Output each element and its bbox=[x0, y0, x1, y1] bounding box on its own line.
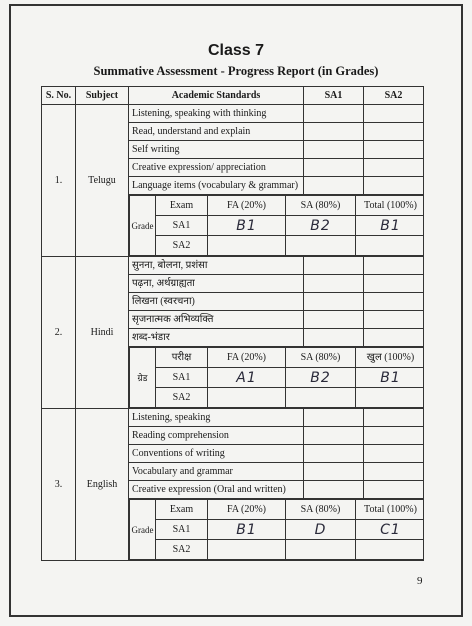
academic-standard: Conventions of writing bbox=[129, 445, 304, 463]
sa1-cell bbox=[304, 481, 364, 499]
grade-row bbox=[130, 216, 424, 236]
sa1-cell bbox=[304, 311, 364, 329]
sa2-cell bbox=[364, 445, 424, 463]
table-header-row bbox=[42, 87, 424, 105]
handwritten-sa-grade bbox=[286, 388, 356, 408]
sa2-cell bbox=[364, 177, 424, 195]
exam-name: SA1 bbox=[156, 216, 208, 236]
handwritten-total-grade bbox=[356, 540, 424, 560]
serial-number: 2. bbox=[42, 257, 76, 409]
handwritten-fa-grade: B1 bbox=[208, 520, 286, 540]
exam-name: SA2 bbox=[156, 236, 208, 256]
grade-row bbox=[130, 368, 424, 388]
grade-header: FA (20%) bbox=[208, 348, 286, 368]
handwritten-total-grade: B1 bbox=[356, 216, 424, 236]
header-sno: S. No. bbox=[42, 87, 76, 105]
sa1-cell bbox=[304, 427, 364, 445]
grade-header: Total (100%) bbox=[356, 196, 424, 216]
sa2-cell bbox=[364, 409, 424, 427]
academic-standard: Creative expression/ appreciation bbox=[129, 159, 304, 177]
handwritten-total-grade: B1 bbox=[356, 368, 424, 388]
sa1-cell bbox=[304, 159, 364, 177]
sa2-cell bbox=[364, 275, 424, 293]
exam-name: SA2 bbox=[156, 540, 208, 560]
sa1-cell bbox=[304, 409, 364, 427]
standard-row bbox=[42, 105, 424, 123]
sa1-cell bbox=[304, 141, 364, 159]
exam-name: SA1 bbox=[156, 368, 208, 388]
subject-name: English bbox=[76, 409, 129, 561]
grade-header: SA (80%) bbox=[286, 196, 356, 216]
grade-header: SA (80%) bbox=[286, 348, 356, 368]
handwritten-fa-grade bbox=[208, 540, 286, 560]
sa1-cell bbox=[304, 293, 364, 311]
sa2-cell bbox=[364, 159, 424, 177]
academic-standard: सृजनात्मक अभिव्यक्ति bbox=[129, 311, 304, 329]
grade-row bbox=[130, 520, 424, 540]
progress-report-table bbox=[41, 86, 424, 561]
sa1-cell bbox=[304, 329, 364, 347]
sa1-cell bbox=[304, 445, 364, 463]
grade-header: FA (20%) bbox=[208, 196, 286, 216]
academic-standard: Creative expression (Oral and written) bbox=[129, 481, 304, 499]
sa2-cell bbox=[364, 427, 424, 445]
grade-block bbox=[129, 195, 424, 257]
grade-row bbox=[130, 540, 424, 560]
academic-standard: Vocabulary and grammar bbox=[129, 463, 304, 481]
subject-name: Telugu bbox=[76, 105, 129, 257]
class-title: Class 7 bbox=[207, 42, 265, 59]
grade-header: Exam bbox=[156, 500, 208, 520]
handwritten-total-grade: C1 bbox=[356, 520, 424, 540]
sa2-cell bbox=[364, 123, 424, 141]
sa1-cell bbox=[304, 275, 364, 293]
grade-block bbox=[129, 499, 424, 561]
academic-standard: शब्द-भंडार bbox=[129, 329, 304, 347]
sa1-cell bbox=[304, 123, 364, 141]
handwritten-fa-grade bbox=[208, 388, 286, 408]
handwritten-sa-grade bbox=[286, 236, 356, 256]
sa2-cell bbox=[364, 105, 424, 123]
grade-label: Grade bbox=[130, 196, 156, 256]
sa1-cell bbox=[304, 463, 364, 481]
handwritten-fa-grade: B1 bbox=[208, 216, 286, 236]
academic-standard: पढ़ना, अर्थग्राह्यता bbox=[129, 275, 304, 293]
grade-header: Total (100%) bbox=[356, 500, 424, 520]
grade-block bbox=[129, 347, 424, 409]
handwritten-sa-grade bbox=[286, 540, 356, 560]
grade-row bbox=[130, 388, 424, 408]
sa2-cell bbox=[364, 311, 424, 329]
sa1-cell bbox=[304, 105, 364, 123]
academic-standard: लिखना (स्वरचना) bbox=[129, 293, 304, 311]
grade-table bbox=[129, 195, 424, 256]
standard-row bbox=[42, 409, 424, 427]
handwritten-total-grade bbox=[356, 236, 424, 256]
handwritten-sa-grade: B2 bbox=[286, 368, 356, 388]
sa2-cell bbox=[364, 481, 424, 499]
sa2-cell bbox=[364, 293, 424, 311]
sa1-cell bbox=[304, 257, 364, 275]
handwritten-fa-grade bbox=[208, 236, 286, 256]
grade-row bbox=[130, 236, 424, 256]
handwritten-sa-grade: D bbox=[286, 520, 356, 540]
exam-name: SA1 bbox=[156, 520, 208, 540]
grade-header: खुल (100%) bbox=[356, 348, 424, 368]
academic-standard: Listening, speaking bbox=[129, 409, 304, 427]
grade-table bbox=[129, 499, 424, 560]
sa2-cell bbox=[364, 257, 424, 275]
exam-name: SA2 bbox=[156, 388, 208, 408]
handwritten-sa-grade: B2 bbox=[286, 216, 356, 236]
academic-standard: Listening, speaking with thinking bbox=[129, 105, 304, 123]
grade-header: Exam bbox=[156, 196, 208, 216]
academic-standard: Reading comprehension bbox=[129, 427, 304, 445]
sa2-cell bbox=[364, 463, 424, 481]
academic-standard: Read, understand and explain bbox=[129, 123, 304, 141]
header-subject: Subject bbox=[76, 87, 129, 105]
academic-standard: Self writing bbox=[129, 141, 304, 159]
header-sa1: SA1 bbox=[304, 87, 364, 105]
grade-header: SA (80%) bbox=[286, 500, 356, 520]
grade-table bbox=[129, 347, 424, 408]
academic-standard: Language items (vocabulary & grammar) bbox=[129, 177, 304, 195]
grade-header: FA (20%) bbox=[208, 500, 286, 520]
subject-name: Hindi bbox=[76, 257, 129, 409]
handwritten-total-grade bbox=[356, 388, 424, 408]
serial-number: 1. bbox=[42, 105, 76, 257]
sa2-cell bbox=[364, 141, 424, 159]
grade-header: परीक्ष bbox=[156, 348, 208, 368]
sa1-cell bbox=[304, 177, 364, 195]
report-subtitle: Summative Assessment - Progress Report (in Grades) bbox=[93, 64, 379, 78]
grade-label: Grade bbox=[130, 500, 156, 560]
academic-standard: सुनना, बोलना, प्रशंसा bbox=[129, 257, 304, 275]
serial-number: 3. bbox=[42, 409, 76, 561]
handwritten-fa-grade: A1 bbox=[208, 368, 286, 388]
page-number: 9 bbox=[417, 575, 423, 587]
header-sa2: SA2 bbox=[364, 87, 424, 105]
sa2-cell bbox=[364, 329, 424, 347]
header-academic-standards: Academic Standards bbox=[129, 87, 304, 105]
grade-label: ग्रेड bbox=[130, 348, 156, 408]
standard-row bbox=[42, 257, 424, 275]
